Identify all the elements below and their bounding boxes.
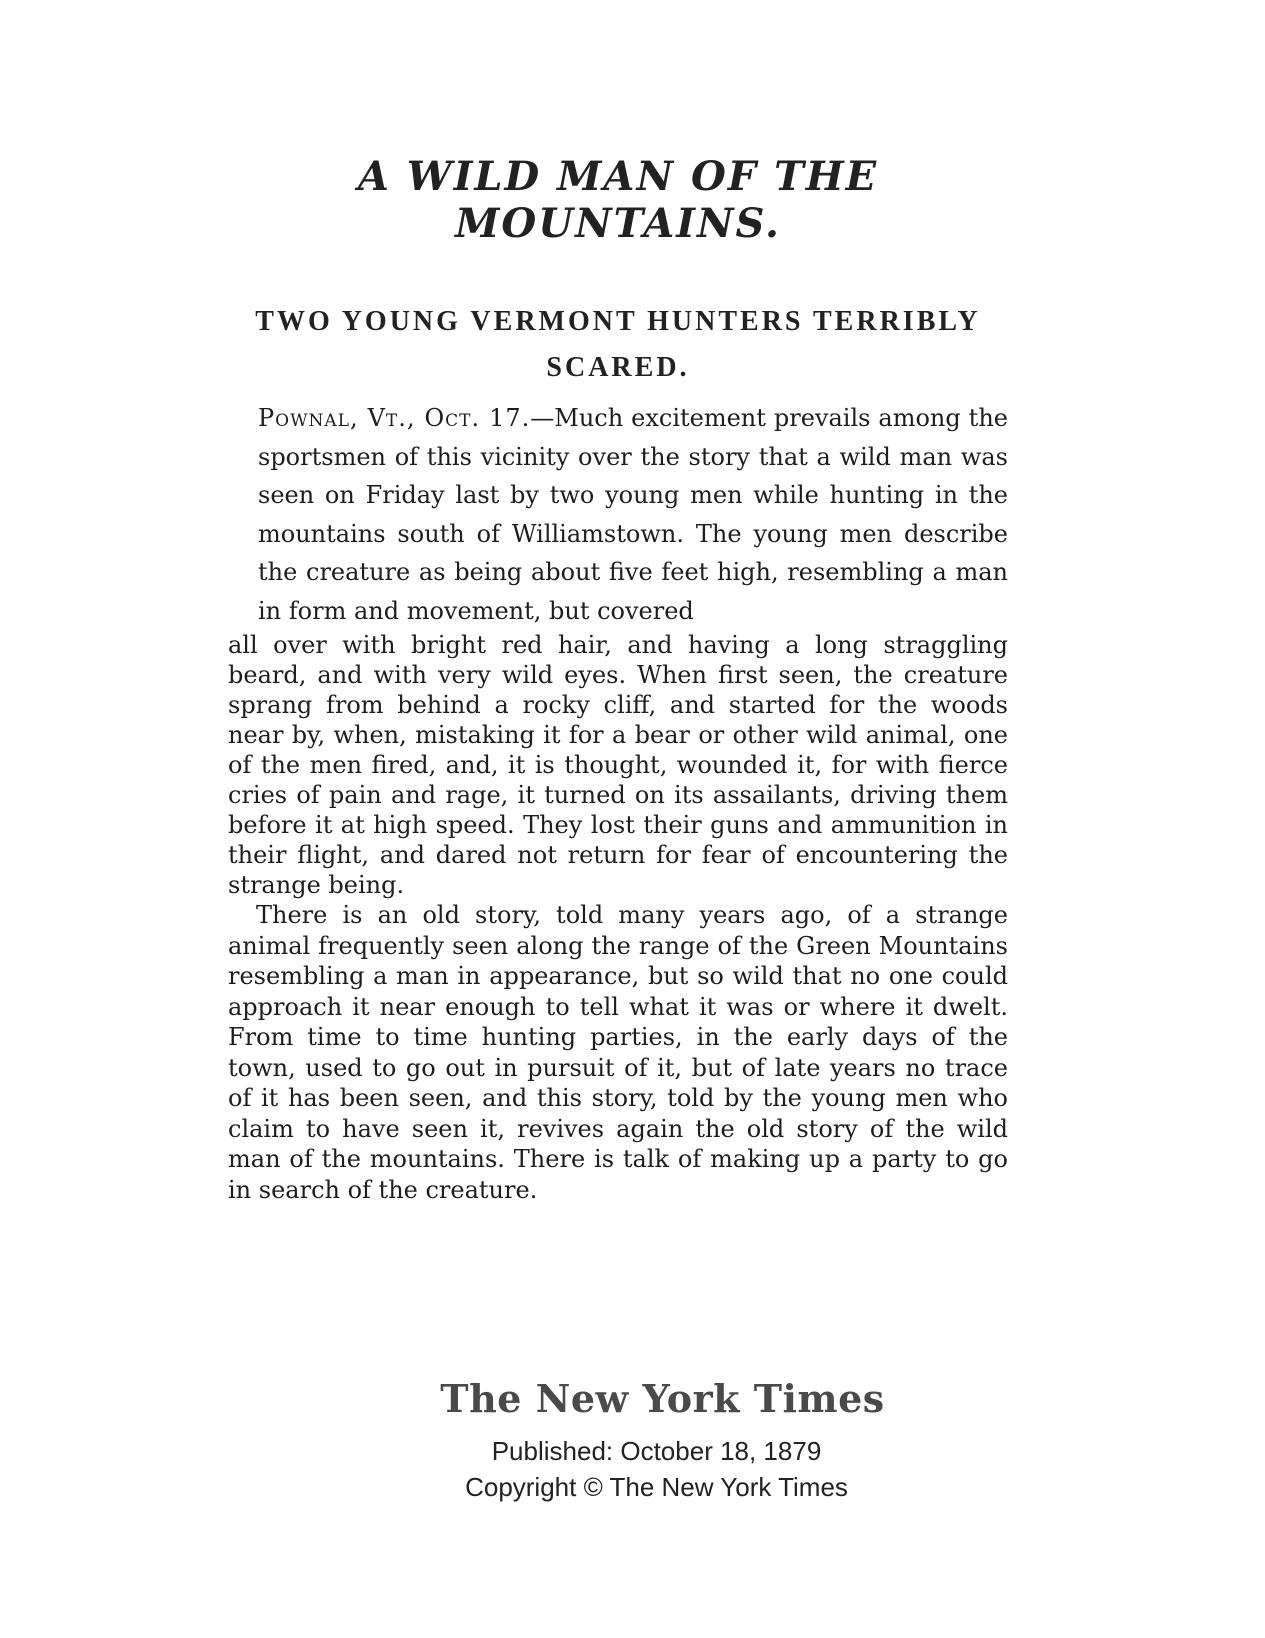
published-date: Published: October 18, 1879 — [491, 1436, 822, 1466]
dateline: Pownal, Vt., Oct. 17. — [258, 404, 531, 432]
paragraph-2: There is an old story, told many years ago, of a strange animal frequently seen along the range of the Green Mountains resembling a man in appearance, but so wild that no one could approach it near enough to tell what it was or where it dwelt. From time to time hunting parties, in the early days of the town, used to go out in pursuit of it, but of late years no trace of it has been seen, and this story, told by the young men who claim to have seen it, revives again the old story of the wild man of the mountains. There is talk of making up a party to go in search of the creature. — [228, 901, 1008, 1204]
footer — [0, 1375, 1265, 1505]
nyt-logo: The New York Times — [440, 1376, 885, 1421]
copyright-notice: Copyright © The New York Times — [465, 1472, 848, 1502]
headline: A WILD MAN OF THE MOUNTAINS. — [357, 153, 879, 247]
subheadline: TWO YOUNG VERMONT HUNTERS TERRIBLY SCARED. — [255, 306, 981, 383]
newspaper-clipping — [228, 135, 1008, 1205]
paragraph-1-text: —Much excitement prevails among the sportsmen of this vicinity over the story that a wild man was seen on Friday last by two young men while hunting in the mountains south of Williamstown. The young men describe the creature as being about five feet high, resembling a man in form and movement, but covered — [258, 404, 1008, 625]
paragraph-1-continued: all over with bright red hair, and having a long straggling beard, and with very wild eyes. When first seen, the creature sprang from behind a rocky cliff, and started for the woods near by, when, mistaking it for a bear or other wild animal, one of the men fired, and, it is thought, wounded it, for with fierce cries of pain and rage, it turned on its assailants, driving them before it at high speed. They lost their guns and ammunition in their flight, and dared not return for fear of encountering the strange being. — [228, 631, 1008, 899]
paragraph-1 — [228, 399, 1008, 630]
